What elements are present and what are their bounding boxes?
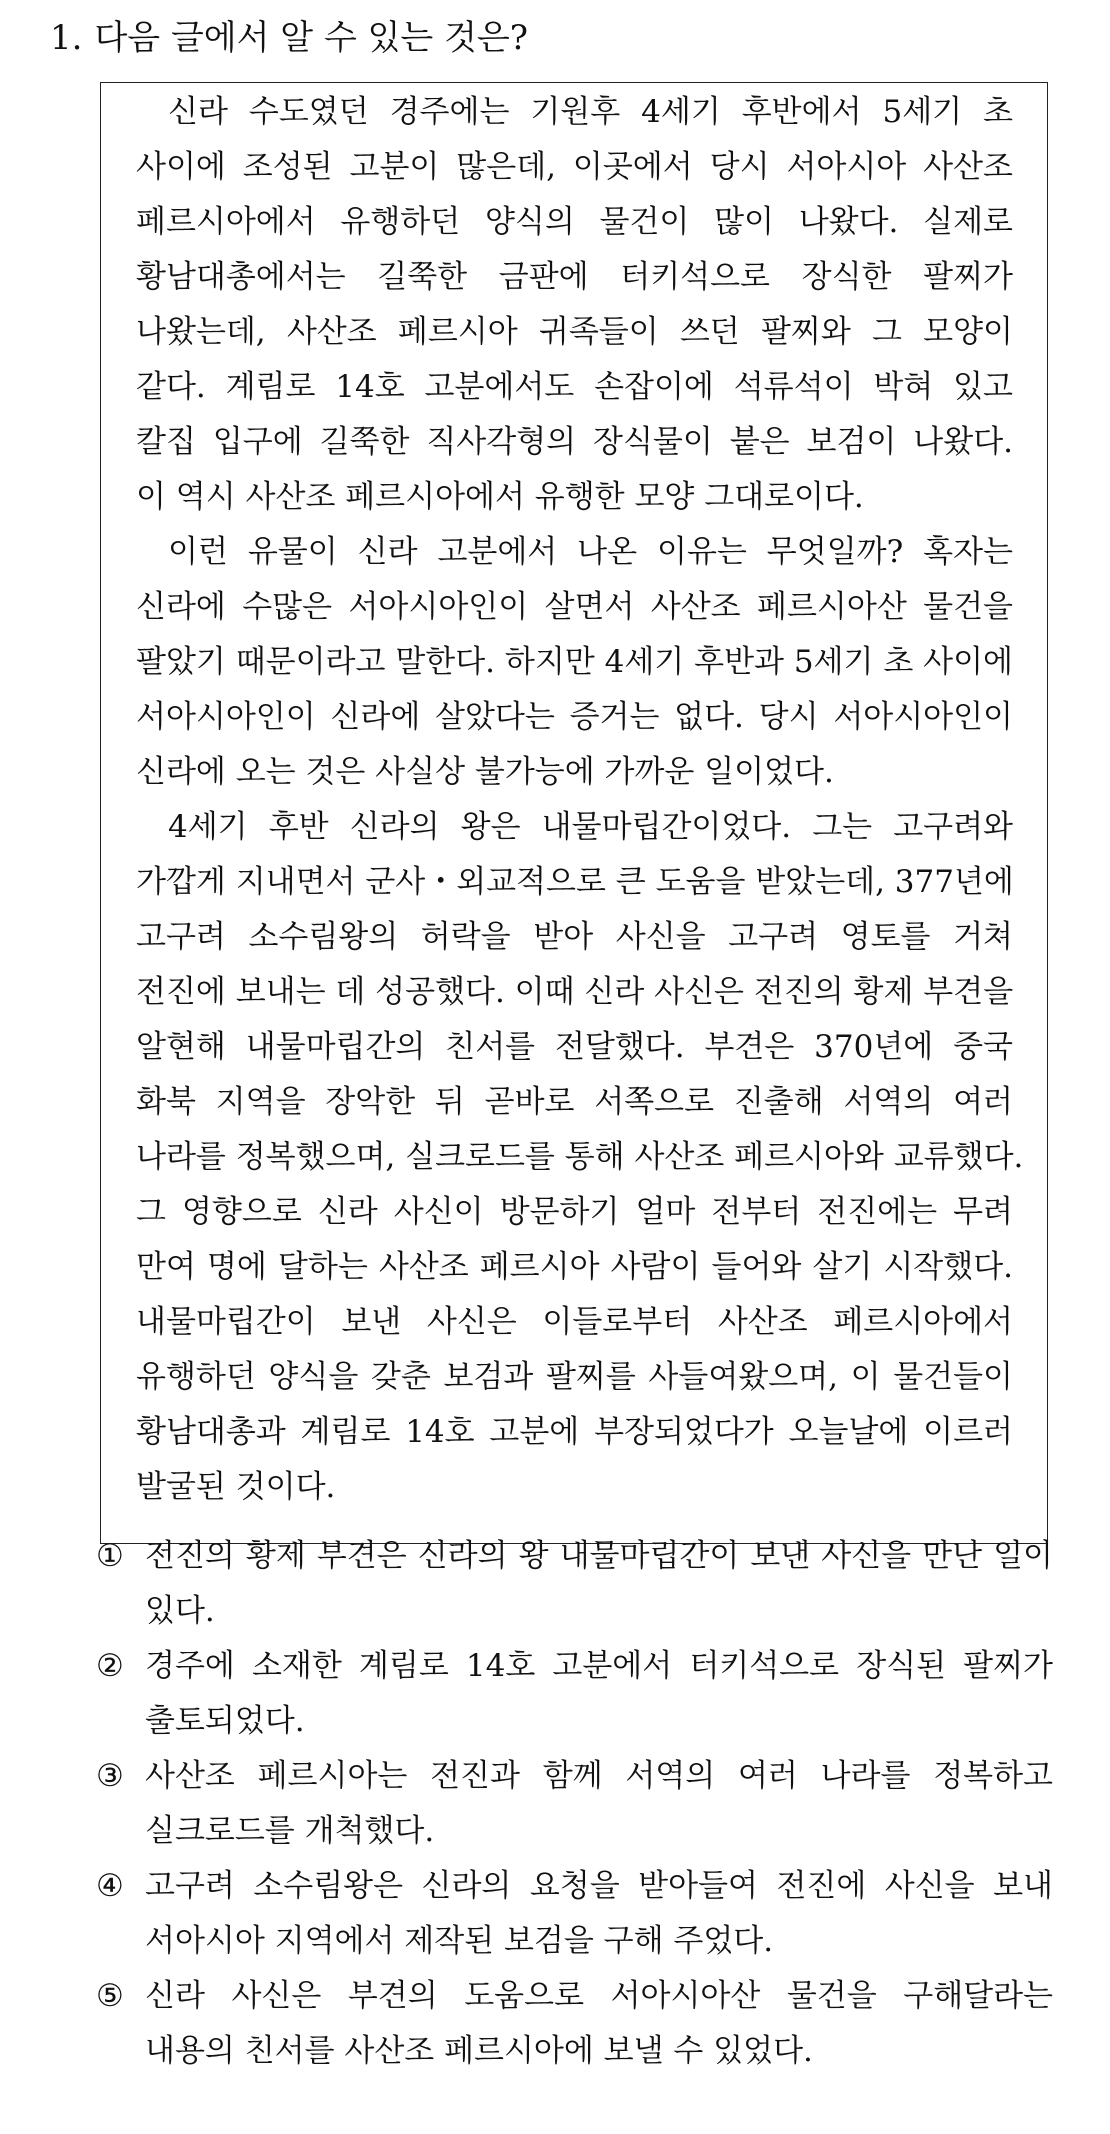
passage-line: 가깝게 지내면서 군사・외교적으로 큰 도움을 받았는데, 377년에 xyxy=(136,864,1014,900)
passage-line: 나왔는데, 사산조 페르시아 귀족들이 쓰던 팔찌와 그 모양이 xyxy=(136,314,1013,350)
choice-1-line[interactable]: 전진의 황제 부견은 신라의 왕 내물마립간이 보낸 사신을 만난 일이 xyxy=(145,1538,1053,1574)
passage-line: 신라에 오는 것은 사실상 불가능에 가까운 일이었다. xyxy=(136,754,834,790)
passage-line: 이 역시 사산조 페르시아에서 유행한 모양 그대로이다. xyxy=(136,479,864,515)
passage-line: 고구려 소수림왕의 허락을 받아 사신을 고구려 영토를 거쳐 xyxy=(136,919,1013,955)
passage-line: 화북 지역을 장악한 뒤 곧바로 서쪽으로 진출해 서역의 여러 xyxy=(136,1084,1013,1120)
question-prompt: 다음 글에서 알 수 있는 것은? xyxy=(94,18,529,58)
passage-line: 만여 명에 달하는 사산조 페르시아 사람이 들어와 살기 시작했다. xyxy=(136,1249,1013,1285)
choice-2-marker[interactable]: ② xyxy=(96,1648,124,1684)
passage-line: 황남대총에서는 길쭉한 금판에 터키석으로 장식한 팔찌가 xyxy=(136,259,1013,295)
choice-3-line[interactable]: 실크로드를 개척했다. xyxy=(145,1813,435,1849)
passage-line: 이런 유물이 신라 고분에서 나온 이유는 무엇일까? 혹자는 xyxy=(168,534,1013,570)
choice-5-line[interactable]: 신라 사신은 부견의 도움으로 서아시아산 물건을 구해달라는 xyxy=(145,1978,1053,2014)
choice-4-marker[interactable]: ④ xyxy=(96,1868,124,1904)
choice-4-line[interactable]: 서아시아 지역에서 제작된 보검을 구해 주었다. xyxy=(145,1923,774,1959)
passage-line: 팔았기 때문이라고 말한다. 하지만 4세기 후반과 5세기 초 사이에 xyxy=(136,644,1013,680)
choice-1-line[interactable]: 있다. xyxy=(145,1593,215,1629)
passage-line: 칼집 입구에 길쭉한 직사각형의 장식물이 붙은 보검이 나왔다. xyxy=(136,424,1013,460)
passage-line: 알현해 내물마립간의 친서를 전달했다. 부견은 370년에 중국 xyxy=(136,1029,1013,1065)
question-title xyxy=(50,14,528,62)
choice-2-line[interactable]: 출토되었다. xyxy=(145,1703,305,1739)
passage-line: 유행하던 양식을 갖춘 보검과 팔찌를 사들여왔으며, 이 물건들이 xyxy=(136,1359,1013,1395)
choice-5-line[interactable]: 내용의 친서를 사산조 페르시아에 보낼 수 있었다. xyxy=(145,2033,813,2069)
passage-line: 4세기 후반 신라의 왕은 내물마립간이었다. 그는 고구려와 xyxy=(168,809,1013,845)
question-number: 1. xyxy=(50,18,83,58)
choice-2-line[interactable]: 경주에 소재한 계림로 14호 고분에서 터키석으로 장식된 팔찌가 xyxy=(145,1648,1053,1684)
choice-5-marker[interactable]: ⑤ xyxy=(96,1978,124,2014)
choice-3-marker[interactable]: ③ xyxy=(96,1758,124,1794)
choice-1-marker[interactable]: ① xyxy=(96,1538,124,1574)
choice-4-line[interactable]: 고구려 소수림왕은 신라의 요청을 받아들여 전진에 사신을 보내 xyxy=(145,1868,1053,1904)
passage-line: 발굴된 것이다. xyxy=(136,1469,336,1505)
passage-line: 내물마립간이 보낸 사신은 이들로부터 사산조 페르시아에서 xyxy=(136,1304,1013,1340)
passage-line: 같다. 계림로 14호 고분에서도 손잡이에 석류석이 박혀 있고 xyxy=(136,369,1013,405)
passage-line: 신라에 수많은 서아시아인이 살면서 사산조 페르시아산 물건을 xyxy=(136,589,1013,625)
passage-line: 그 영향으로 신라 사신이 방문하기 얼마 전부터 전진에는 무려 xyxy=(136,1194,1013,1230)
passage-line: 나라를 정복했으며, 실크로드를 통해 사산조 페르시아와 교류했다. xyxy=(136,1139,1024,1175)
passage-line: 황남대총과 계림로 14호 고분에 부장되었다가 오늘날에 이르러 xyxy=(136,1414,1013,1450)
passage-line: 신라 수도였던 경주에는 기원후 4세기 후반에서 5세기 초 xyxy=(168,94,1013,130)
choice-3-line[interactable]: 사산조 페르시아는 전진과 함께 서역의 여러 나라를 정복하고 xyxy=(145,1758,1053,1794)
passage-line: 전진에 보내는 데 성공했다. 이때 신라 사신은 전진의 황제 부견을 xyxy=(136,974,1014,1010)
passage-line: 사이에 조성된 고분이 많은데, 이곳에서 당시 서아시아 사산조 xyxy=(136,149,1013,185)
passage-line: 페르시아에서 유행하던 양식의 물건이 많이 나왔다. 실제로 xyxy=(136,204,1013,240)
passage-line: 서아시아인이 신라에 살았다는 증거는 없다. 당시 서아시아인이 xyxy=(136,699,1013,735)
